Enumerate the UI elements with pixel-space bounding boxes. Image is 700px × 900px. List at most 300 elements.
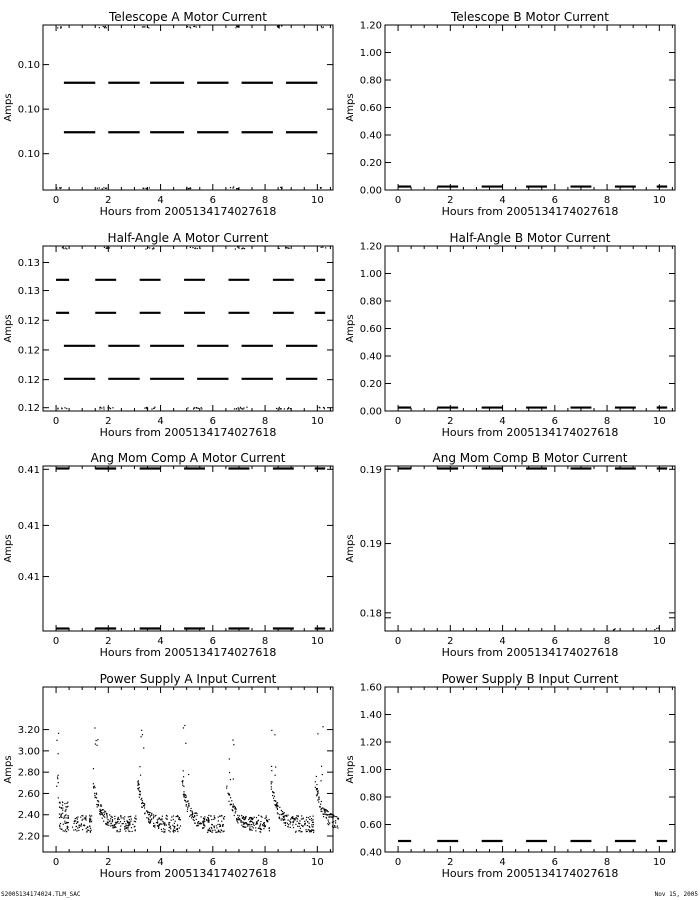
data-point: [163, 831, 164, 832]
data-point: [316, 776, 317, 777]
data-point: [157, 825, 158, 826]
data-point: [173, 815, 174, 816]
data-point: [101, 407, 102, 408]
data-point: [297, 826, 298, 827]
data-point: [285, 247, 286, 248]
y-tick-label: 0.19: [359, 464, 382, 476]
x-tick-label: 10: [652, 416, 666, 427]
data-point: [63, 248, 64, 249]
data-point: [100, 812, 101, 813]
data-point: [325, 811, 326, 812]
data-point: [144, 26, 145, 27]
data-point: [289, 820, 290, 821]
data-point: [173, 831, 174, 832]
data-point: [290, 408, 291, 409]
data-point: [266, 817, 267, 818]
data-point: [199, 823, 200, 824]
data-point: [127, 827, 128, 828]
x-tick-label: 2: [447, 416, 454, 427]
data-point: [324, 809, 325, 810]
data-point: [228, 801, 229, 802]
data-point: [204, 821, 205, 822]
data-point: [201, 408, 202, 409]
data-point: [287, 815, 288, 816]
data-point: [155, 815, 156, 816]
data-point: [153, 814, 154, 815]
data-point: [307, 825, 308, 826]
data-point: [104, 814, 105, 815]
data-point: [196, 813, 197, 814]
data-point: [117, 830, 118, 831]
data-point: [56, 187, 57, 188]
data-point: [184, 794, 185, 795]
data-point: [232, 739, 233, 740]
data-point: [271, 766, 272, 767]
y-tick-label: 0.12: [17, 345, 40, 357]
data-point: [332, 815, 333, 816]
data-point: [79, 825, 80, 826]
footer-date: Nov 15, 2005: [654, 891, 698, 898]
data-point: [76, 823, 77, 824]
y-tick-label: 0.40: [359, 351, 382, 363]
data-point: [237, 26, 238, 27]
x-axis-label: Hours from 2005134174027618: [99, 646, 277, 659]
data-point: [134, 817, 135, 818]
data-point: [103, 408, 104, 409]
data-point: [335, 827, 336, 828]
data-point: [174, 830, 175, 831]
data-point: [147, 407, 148, 408]
data-point: [337, 826, 338, 827]
data-point: [129, 824, 130, 825]
data-point: [110, 825, 111, 826]
data-point: [185, 800, 186, 801]
x-tick-label: 6: [209, 416, 217, 427]
y-axis-label: Amps: [3, 534, 14, 563]
data-point: [126, 825, 127, 826]
data-point: [276, 806, 277, 807]
data-point: [114, 816, 115, 817]
data-point: [656, 628, 657, 629]
data-point: [285, 815, 286, 816]
chart-panel-3: [3, 231, 333, 439]
data-point: [296, 817, 297, 818]
data-point: [79, 827, 80, 828]
data-point: [112, 827, 113, 828]
data-point: [88, 830, 89, 831]
data-point: [77, 816, 78, 817]
y-tick-label: 1.40: [359, 710, 382, 722]
data-point: [159, 824, 160, 825]
data-point: [246, 407, 247, 408]
data-point: [125, 825, 126, 826]
data-point: [77, 827, 78, 828]
data-point: [63, 830, 64, 831]
data-point: [57, 408, 58, 409]
data-point: [148, 814, 149, 815]
y-tick-label: 0.12: [17, 403, 40, 415]
x-tick-label: 4: [499, 636, 506, 647]
data-point: [203, 818, 204, 819]
data-point: [217, 824, 218, 825]
data-point: [73, 829, 74, 830]
data-point: [236, 188, 237, 189]
data-point: [86, 819, 87, 820]
data-point: [316, 784, 317, 785]
y-axis-label: Amps: [345, 755, 356, 784]
data-point: [323, 816, 324, 817]
data-point: [117, 818, 118, 819]
data-point: [293, 822, 294, 823]
data-point: [75, 829, 76, 830]
data-point: [61, 808, 62, 809]
data-point: [124, 821, 125, 822]
data-point: [274, 796, 275, 797]
data-point: [232, 187, 233, 188]
data-point: [99, 408, 100, 409]
data-point: [232, 807, 233, 808]
data-point: [97, 804, 98, 805]
y-tick-label: 0.40: [359, 130, 382, 142]
data-point: [154, 827, 155, 828]
data-point: [61, 829, 62, 830]
data-point: [306, 817, 307, 818]
y-tick-label: 0.80: [359, 75, 382, 87]
data-point: [131, 818, 132, 819]
data-point: [195, 247, 196, 248]
data-point: [230, 779, 231, 780]
data-point: [321, 811, 322, 812]
data-point: [192, 812, 193, 813]
data-point: [177, 828, 178, 829]
data-point: [322, 808, 323, 809]
data-point: [112, 826, 113, 827]
x-tick-label: 2: [447, 195, 454, 206]
data-point: [182, 782, 183, 783]
x-tick-label: 2: [105, 857, 112, 868]
data-point: [257, 821, 258, 822]
data-point: [127, 828, 128, 829]
data-point: [260, 821, 261, 822]
data-point: [126, 820, 127, 821]
data-point: [162, 816, 163, 817]
data-point: [324, 810, 325, 811]
data-point: [204, 819, 205, 820]
data-point: [67, 802, 68, 803]
data-point: [306, 819, 307, 820]
x-tick-label: 10: [310, 195, 324, 206]
data-point: [271, 786, 272, 787]
data-point: [132, 831, 133, 832]
data-point: [147, 26, 148, 27]
data-point: [274, 800, 275, 801]
data-point: [309, 816, 310, 817]
data-point: [194, 822, 195, 823]
x-tick-label: 8: [261, 416, 269, 427]
data-point: [250, 821, 251, 822]
data-point: [59, 817, 60, 818]
data-point: [221, 815, 222, 816]
chart-panel-5: [3, 451, 333, 659]
data-point: [223, 817, 224, 818]
data-point: [309, 830, 310, 831]
data-point: [302, 826, 303, 827]
data-point: [100, 814, 101, 815]
data-point: [264, 826, 265, 827]
data-point: [61, 817, 62, 818]
data-point: [64, 831, 65, 832]
data-point: [176, 829, 177, 830]
x-tick-label: 10: [652, 636, 666, 647]
x-axis-label: Hours from 2005134174027618: [99, 867, 277, 880]
data-point: [317, 792, 318, 793]
data-point: [127, 822, 128, 823]
data-point: [295, 818, 296, 819]
data-point: [161, 824, 162, 825]
data-point: [236, 26, 237, 27]
data-point: [287, 823, 288, 824]
data-point: [235, 807, 236, 808]
data-point: [190, 27, 191, 28]
data-point: [297, 816, 298, 817]
data-point: [283, 820, 284, 821]
data-point: [153, 248, 154, 249]
data-point: [254, 825, 255, 826]
data-point: [105, 26, 106, 27]
data-point: [208, 815, 209, 816]
x-tick-label: 2: [105, 195, 112, 206]
data-point: [332, 825, 333, 826]
data-point: [219, 826, 220, 827]
data-point: [96, 740, 97, 741]
data-point: [306, 831, 307, 832]
plot-frame: [43, 687, 333, 852]
data-point: [103, 812, 104, 813]
data-point: [96, 797, 97, 798]
data-point: [77, 822, 78, 823]
data-point: [149, 812, 150, 813]
data-point: [176, 816, 177, 817]
data-point: [318, 801, 319, 802]
data-point: [322, 774, 323, 775]
data-point: [91, 815, 92, 816]
data-point: [200, 823, 201, 824]
data-point: [109, 814, 110, 815]
data-point: [311, 830, 312, 831]
data-point: [62, 810, 63, 811]
data-point: [326, 815, 327, 816]
data-point: [144, 408, 145, 409]
data-point: [183, 776, 184, 777]
data-point: [264, 824, 265, 825]
data-point: [220, 832, 221, 833]
x-tick-label: 4: [157, 636, 164, 647]
data-point: [161, 818, 162, 819]
data-point: [281, 25, 282, 26]
data-point: [151, 819, 152, 820]
y-tick-label: 0.18: [359, 608, 382, 620]
data-point: [275, 801, 276, 802]
data-point: [196, 815, 197, 816]
data-point: [130, 816, 131, 817]
data-point: [207, 832, 208, 833]
data-point: [82, 829, 83, 830]
data-point: [115, 823, 116, 824]
data-point: [242, 408, 243, 409]
y-tick-label: 2.80: [17, 767, 40, 779]
data-point: [258, 828, 259, 829]
data-point: [214, 815, 215, 816]
x-tick-label: 10: [652, 857, 666, 868]
chart-panel-4: [345, 231, 675, 439]
data-point: [242, 817, 243, 818]
data-point: [149, 187, 150, 188]
data-point: [324, 812, 325, 813]
data-point: [163, 823, 164, 824]
data-point: [233, 744, 234, 745]
data-point: [218, 830, 219, 831]
y-axis-label: Amps: [345, 534, 356, 563]
data-point: [193, 408, 194, 409]
data-point: [284, 815, 285, 816]
data-point: [208, 820, 209, 821]
data-point: [271, 789, 272, 790]
data-point: [179, 827, 180, 828]
data-point: [106, 27, 107, 28]
data-point: [153, 823, 154, 824]
data-point: [106, 824, 107, 825]
data-point: [337, 827, 338, 828]
data-point: [216, 827, 217, 828]
data-point: [333, 827, 334, 828]
data-point: [284, 812, 285, 813]
data-point: [251, 826, 252, 827]
data-point: [311, 824, 312, 825]
data-point: [61, 27, 62, 28]
y-tick-label: 0.00: [359, 185, 382, 197]
data-point: [250, 817, 251, 818]
data-point: [72, 827, 73, 828]
data-point: [279, 408, 280, 409]
plot-frame: [43, 246, 333, 411]
data-point: [233, 804, 234, 805]
y-tick-label: 0.60: [359, 103, 382, 114]
data-point: [135, 821, 136, 822]
data-point: [112, 817, 113, 818]
x-tick-label: 0: [394, 416, 402, 427]
data-point: [230, 804, 231, 805]
data-point: [188, 806, 189, 807]
data-point: [85, 818, 86, 819]
data-point: [120, 816, 121, 817]
data-point: [277, 802, 278, 803]
data-point: [290, 821, 291, 822]
data-point: [134, 826, 135, 827]
data-point: [217, 832, 218, 833]
data-point: [58, 733, 59, 734]
data-point: [184, 725, 185, 726]
data-point: [284, 822, 285, 823]
data-point: [99, 813, 100, 814]
data-point: [210, 830, 211, 831]
data-point: [313, 824, 314, 825]
data-point: [284, 408, 285, 409]
data-point: [196, 26, 197, 27]
data-point: [76, 826, 77, 827]
data-point: [323, 407, 324, 408]
data-point: [316, 794, 317, 795]
y-tick-label: 0.00: [359, 406, 382, 418]
data-point: [64, 803, 65, 804]
data-point: [151, 814, 152, 815]
data-point: [58, 782, 59, 783]
data-point: [274, 734, 275, 735]
data-point: [275, 766, 276, 767]
data-point: [211, 827, 212, 828]
data-point: [295, 831, 296, 832]
data-point: [281, 819, 282, 820]
data-point: [288, 247, 289, 248]
data-point: [287, 819, 288, 820]
data-point: [102, 809, 103, 810]
data-point: [321, 247, 322, 248]
y-axis-label: Amps: [3, 755, 14, 784]
data-point: [108, 825, 109, 826]
data-point: [335, 816, 336, 817]
data-point: [110, 818, 111, 819]
data-point: [100, 810, 101, 811]
data-point: [249, 826, 250, 827]
data-point: [128, 830, 129, 831]
data-point: [140, 799, 141, 800]
data-point: [140, 791, 141, 792]
data-point: [183, 727, 184, 728]
x-tick-label: 6: [551, 416, 559, 427]
y-tick-label: 0.41: [17, 520, 40, 532]
data-point: [212, 830, 213, 831]
data-point: [326, 817, 327, 818]
data-point: [66, 248, 67, 249]
data-point: [328, 824, 329, 825]
x-tick-label: 6: [551, 636, 559, 647]
data-point: [229, 772, 230, 773]
data-point: [218, 820, 219, 821]
data-point: [239, 815, 240, 816]
data-point: [116, 831, 117, 832]
data-point: [75, 818, 76, 819]
data-point: [63, 247, 64, 248]
data-point: [130, 821, 131, 822]
data-point: [183, 796, 184, 797]
data-point: [152, 248, 153, 249]
data-point: [212, 824, 213, 825]
data-point: [251, 817, 252, 818]
data-point: [107, 822, 108, 823]
data-point: [226, 786, 227, 787]
data-point: [301, 831, 302, 832]
data-point: [192, 813, 193, 814]
data-point: [170, 826, 171, 827]
y-tick-label: 1.00: [359, 269, 382, 281]
data-point: [178, 818, 179, 819]
plot-frame: [385, 25, 675, 190]
data-point: [170, 828, 171, 829]
data-point: [179, 817, 180, 818]
data-point: [268, 819, 269, 820]
data-point: [151, 813, 152, 814]
data-point: [220, 816, 221, 817]
data-point: [103, 26, 104, 27]
